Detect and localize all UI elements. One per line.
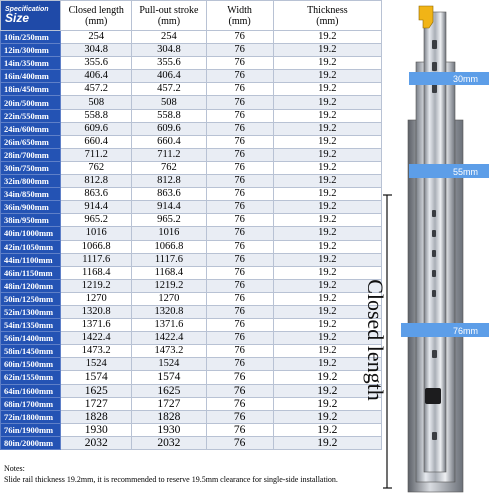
- cell-width: 76: [206, 436, 273, 449]
- cell-pull: 609.6: [132, 122, 206, 135]
- cell-pull: 660.4: [132, 135, 206, 148]
- badge-55mm: [409, 164, 489, 178]
- cell-size: 14in/350mm: [1, 57, 61, 70]
- cell-size: 46in/1150mm: [1, 266, 61, 279]
- cell-pull: 1219.2: [132, 279, 206, 292]
- spec-header-small: Specification: [5, 6, 49, 13]
- cell-pull: 863.6: [132, 188, 206, 201]
- cell-closed: 1473.2: [61, 345, 132, 358]
- cell-width: 76: [206, 423, 273, 436]
- pull-out-header: Pull-out stroke (mm): [132, 1, 206, 31]
- cell-size: 22in/550mm: [1, 109, 61, 122]
- cell-size: 16in/400mm: [1, 70, 61, 83]
- cell-pull: 558.8: [132, 109, 206, 122]
- cell-size: 24in/600mm: [1, 122, 61, 135]
- cell-width: 76: [206, 96, 273, 109]
- badge-76mm: [401, 323, 489, 337]
- cell-thick: 19.2: [273, 109, 381, 122]
- cell-size: 26in/650mm: [1, 135, 61, 148]
- cell-size: 10in/250mm: [1, 31, 61, 44]
- cell-pull: 355.6: [132, 57, 206, 70]
- table-row: [1, 319, 382, 332]
- cell-width: 76: [206, 240, 273, 253]
- cell-closed: 2032: [61, 436, 132, 449]
- table-row: [1, 96, 382, 109]
- cell-closed: 660.4: [61, 135, 132, 148]
- cell-thick: 19.2: [273, 240, 381, 253]
- cell-size: 56in/1400mm: [1, 332, 61, 345]
- cell-closed: 1371.6: [61, 319, 132, 332]
- cell-pull: 914.4: [132, 201, 206, 214]
- table-row: [1, 253, 382, 266]
- cell-thick: 19.2: [273, 305, 381, 318]
- cell-thick: 19.2: [273, 188, 381, 201]
- cell-size: 44in/1100mm: [1, 253, 61, 266]
- table-row: [1, 227, 382, 240]
- cell-pull: 1066.8: [132, 240, 206, 253]
- cell-size: 40in/1000mm: [1, 227, 61, 240]
- cell-size: 20in/500mm: [1, 96, 61, 109]
- cell-size: 64in/1600mm: [1, 384, 61, 397]
- cell-thick: 19.2: [273, 266, 381, 279]
- cell-thick: 19.2: [273, 83, 381, 96]
- cell-thick: 19.2: [273, 175, 381, 188]
- cell-size: 58in/1450mm: [1, 345, 61, 358]
- cell-closed: 1828: [61, 410, 132, 423]
- cell-pull: 1320.8: [132, 305, 206, 318]
- cell-thick: 19.2: [273, 436, 381, 449]
- cell-width: 76: [206, 44, 273, 57]
- cell-thick: 19.2: [273, 358, 381, 371]
- cell-size: 18in/450mm: [1, 83, 61, 96]
- cell-thick: 19.2: [273, 345, 381, 358]
- table-row: [1, 397, 382, 410]
- cell-width: 76: [206, 109, 273, 122]
- cell-thick: 19.2: [273, 227, 381, 240]
- notes-text: Slide rail thickness 19.2mm, it is recommended to reserve 19.5mm clearance for single-side installation.: [4, 475, 338, 484]
- cell-thick: 19.2: [273, 410, 381, 423]
- cell-width: 76: [206, 266, 273, 279]
- table-row: [1, 332, 382, 345]
- table-row: [1, 266, 382, 279]
- cell-width: 76: [206, 148, 273, 161]
- cell-thick: 19.2: [273, 397, 381, 410]
- cell-size: 60in/1500mm: [1, 358, 61, 371]
- cell-closed: 254: [61, 31, 132, 44]
- table-row: [1, 31, 382, 44]
- cell-pull: 1117.6: [132, 253, 206, 266]
- closed-length-label: Closed length: [363, 279, 388, 401]
- cell-pull: 508: [132, 96, 206, 109]
- cell-pull: 1524: [132, 358, 206, 371]
- table-row: [1, 279, 382, 292]
- cell-thick: 19.2: [273, 201, 381, 214]
- cell-size: 36in/900mm: [1, 201, 61, 214]
- table-row: [1, 70, 382, 83]
- cell-size: 62in/1550mm: [1, 371, 61, 384]
- cell-width: 76: [206, 188, 273, 201]
- lock-lever: [419, 6, 433, 28]
- cell-width: 76: [206, 70, 273, 83]
- cell-closed: 558.8: [61, 109, 132, 122]
- table-row: [1, 384, 382, 397]
- cell-size: 30in/750mm: [1, 161, 61, 174]
- table-row: [1, 57, 382, 70]
- cell-thick: 19.2: [273, 384, 381, 397]
- table-row: [1, 358, 382, 371]
- spec-header-cell: [1, 1, 61, 31]
- cell-thick: 19.2: [273, 332, 381, 345]
- cell-thick: 19.2: [273, 319, 381, 332]
- table-row: [1, 188, 382, 201]
- spec-header-big: Size: [5, 11, 30, 25]
- cell-thick: 19.2: [273, 31, 381, 44]
- cell-pull: 1270: [132, 292, 206, 305]
- cell-thick: 19.2: [273, 148, 381, 161]
- cell-thick: 19.2: [273, 292, 381, 305]
- cell-pull: 1422.4: [132, 332, 206, 345]
- cell-thick: 19.2: [273, 57, 381, 70]
- table-row: [1, 109, 382, 122]
- cell-thick: 19.2: [273, 423, 381, 436]
- cell-closed: 1727: [61, 397, 132, 410]
- table-row: [1, 436, 382, 449]
- cell-thick: 19.2: [273, 253, 381, 266]
- cell-closed: 1574: [61, 371, 132, 384]
- table-row: [1, 161, 382, 174]
- table-row: [1, 292, 382, 305]
- latch: [425, 388, 441, 404]
- cell-pull: 1168.4: [132, 266, 206, 279]
- badge-30mm: [409, 72, 489, 85]
- cell-pull: 457.2: [132, 83, 206, 96]
- cell-size: 28in/700mm: [1, 148, 61, 161]
- cell-closed: 1320.8: [61, 305, 132, 318]
- spec-table-body: [1, 31, 382, 450]
- cell-closed: 1016: [61, 227, 132, 240]
- table-header-row: [1, 1, 382, 31]
- table-row: [1, 214, 382, 227]
- cell-size: 48in/1200mm: [1, 279, 61, 292]
- cell-closed: 1066.8: [61, 240, 132, 253]
- cell-pull: 1371.6: [132, 319, 206, 332]
- cell-thick: 19.2: [273, 371, 381, 384]
- cell-width: 76: [206, 161, 273, 174]
- table-row: [1, 135, 382, 148]
- cell-size: 80in/2000mm: [1, 436, 61, 449]
- cell-pull: 1473.2: [132, 345, 206, 358]
- cell-pull: 812.8: [132, 175, 206, 188]
- cell-closed: 1117.6: [61, 253, 132, 266]
- cell-size: 52in/1300mm: [1, 305, 61, 318]
- cell-size: 12in/300mm: [1, 44, 61, 57]
- cell-pull: 406.4: [132, 70, 206, 83]
- cell-width: 76: [206, 135, 273, 148]
- cell-size: 50in/1250mm: [1, 292, 61, 305]
- table-row: [1, 423, 382, 436]
- cell-width: 76: [206, 358, 273, 371]
- table-row: [1, 201, 382, 214]
- cell-closed: 812.8: [61, 175, 132, 188]
- cell-pull: 762: [132, 161, 206, 174]
- table-row: [1, 410, 382, 423]
- cell-closed: 965.2: [61, 214, 132, 227]
- cell-width: 76: [206, 410, 273, 423]
- cell-width: 76: [206, 83, 273, 96]
- table-row: [1, 305, 382, 318]
- cell-thick: 19.2: [273, 135, 381, 148]
- cell-width: 76: [206, 122, 273, 135]
- cell-width: 76: [206, 345, 273, 358]
- cell-width: 76: [206, 371, 273, 384]
- cell-width: 76: [206, 319, 273, 332]
- badge-55mm-text: 55mm: [453, 167, 479, 177]
- cell-closed: 711.2: [61, 148, 132, 161]
- cell-size: 76in/1900mm: [1, 423, 61, 436]
- cell-width: 76: [206, 253, 273, 266]
- cell-size: 32in/800mm: [1, 175, 61, 188]
- cell-width: 76: [206, 397, 273, 410]
- table-row: [1, 240, 382, 253]
- cell-width: 76: [206, 292, 273, 305]
- cell-closed: 1625: [61, 384, 132, 397]
- cell-closed: 863.6: [61, 188, 132, 201]
- cell-closed: 1930: [61, 423, 132, 436]
- cell-pull: 1930: [132, 423, 206, 436]
- cell-width: 76: [206, 57, 273, 70]
- table-row: [1, 122, 382, 135]
- cell-pull: 711.2: [132, 148, 206, 161]
- slide-rail-illustration: [383, 0, 489, 496]
- cell-thick: 19.2: [273, 214, 381, 227]
- table-row: [1, 175, 382, 188]
- cell-closed: 457.2: [61, 83, 132, 96]
- table-row: [1, 148, 382, 161]
- badge-30mm-text: 30mm: [453, 74, 479, 84]
- cell-closed: 1168.4: [61, 266, 132, 279]
- cell-size: 38in/950mm: [1, 214, 61, 227]
- cell-closed: 609.6: [61, 122, 132, 135]
- table-row: [1, 83, 382, 96]
- cell-width: 76: [206, 227, 273, 240]
- cell-pull: 1727: [132, 397, 206, 410]
- cell-pull: 1625: [132, 384, 206, 397]
- cell-closed: 355.6: [61, 57, 132, 70]
- cell-thick: 19.2: [273, 279, 381, 292]
- table-row: [1, 371, 382, 384]
- cell-width: 76: [206, 31, 273, 44]
- cell-size: 34in/850mm: [1, 188, 61, 201]
- notes-title: Notes:: [4, 464, 25, 473]
- cell-size: 54in/1350mm: [1, 319, 61, 332]
- cell-closed: 406.4: [61, 70, 132, 83]
- cell-thick: 19.2: [273, 161, 381, 174]
- table-row: [1, 345, 382, 358]
- table-row: [1, 44, 382, 57]
- cell-thick: 19.2: [273, 122, 381, 135]
- cell-pull: 2032: [132, 436, 206, 449]
- cell-closed: 1422.4: [61, 332, 132, 345]
- cell-closed: 1270: [61, 292, 132, 305]
- cell-pull: 965.2: [132, 214, 206, 227]
- thickness-header: Thickness (mm): [273, 1, 381, 31]
- cell-thick: 19.2: [273, 44, 381, 57]
- notes: [4, 463, 338, 485]
- cell-width: 76: [206, 175, 273, 188]
- cell-thick: 19.2: [273, 96, 381, 109]
- cell-closed: 914.4: [61, 201, 132, 214]
- cell-pull: 1828: [132, 410, 206, 423]
- cell-pull: 1574: [132, 371, 206, 384]
- cell-closed: 762: [61, 161, 132, 174]
- badge-76mm-text: 76mm: [453, 326, 479, 336]
- cell-thick: 19.2: [273, 70, 381, 83]
- cell-pull: 254: [132, 31, 206, 44]
- cell-width: 76: [206, 384, 273, 397]
- cell-pull: 304.8: [132, 44, 206, 57]
- cell-closed: 508: [61, 96, 132, 109]
- cell-width: 76: [206, 332, 273, 345]
- width-header: Width (mm): [206, 1, 273, 31]
- cell-closed: 304.8: [61, 44, 132, 57]
- cell-closed: 1219.2: [61, 279, 132, 292]
- cell-size: 68in/1700mm: [1, 397, 61, 410]
- closed-length-header: Closed length (mm): [61, 1, 132, 31]
- cell-pull: 1016: [132, 227, 206, 240]
- cell-width: 76: [206, 214, 273, 227]
- cell-width: 76: [206, 279, 273, 292]
- cell-width: 76: [206, 305, 273, 318]
- cell-size: 42in/1050mm: [1, 240, 61, 253]
- cell-size: 72in/1800mm: [1, 410, 61, 423]
- cell-width: 76: [206, 201, 273, 214]
- cell-closed: 1524: [61, 358, 132, 371]
